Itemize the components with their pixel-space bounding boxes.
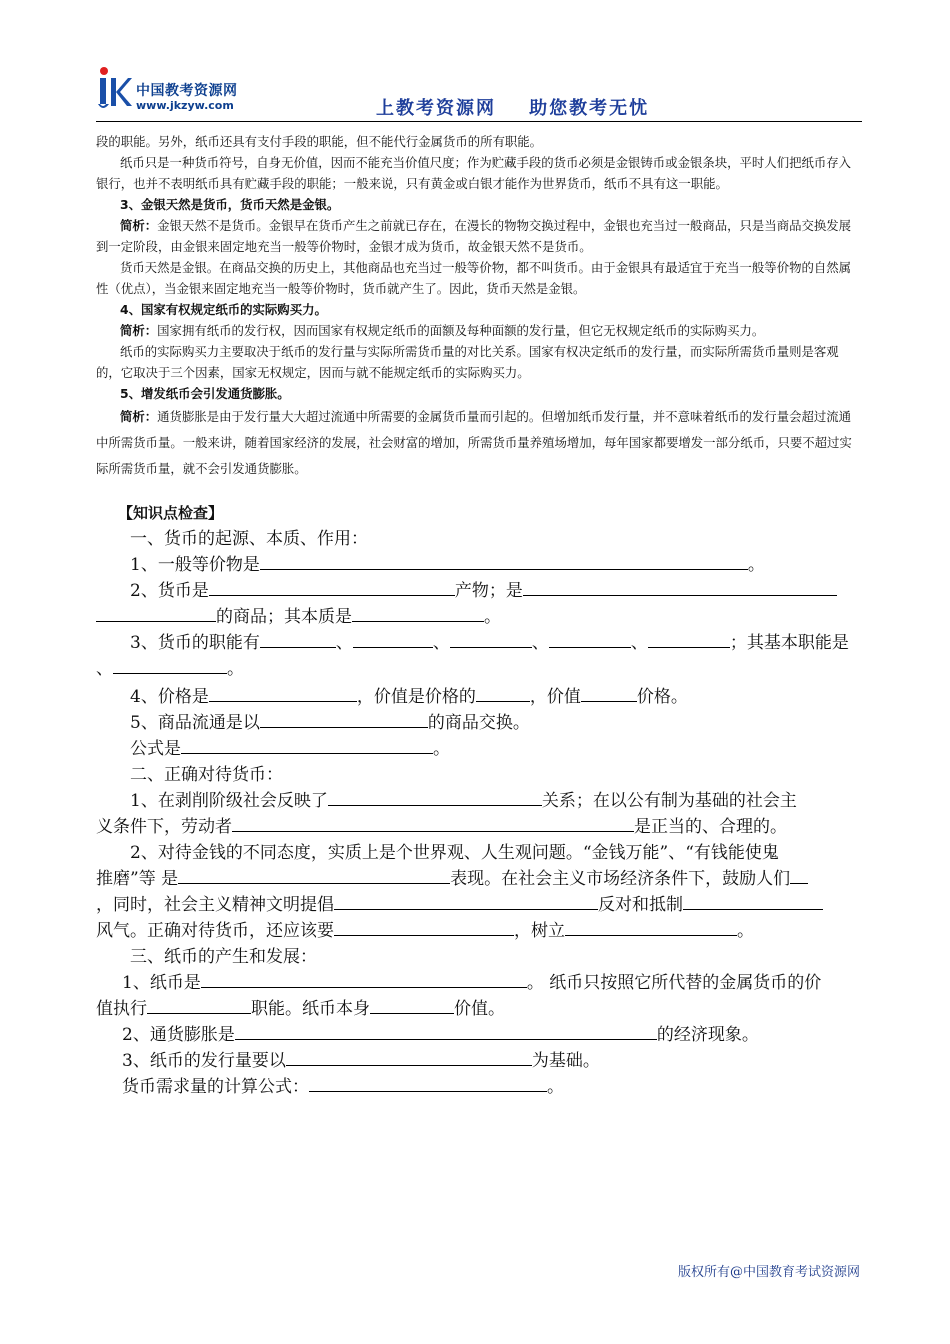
section-heading: 三、纸币的产生和发展： — [130, 947, 317, 967]
question-text: 价格。 — [636, 687, 688, 707]
answer-blank[interactable] — [209, 685, 357, 702]
answer-blank[interactable] — [648, 631, 730, 648]
answer-blank[interactable] — [147, 997, 251, 1014]
question-text: 4、价格是 — [130, 687, 209, 707]
label: 简析： — [120, 218, 158, 233]
question-text: 。 — [747, 555, 765, 575]
heading-4: 4、国家有权规定纸币的实际购买力。 — [120, 302, 327, 317]
knowledge-check — [96, 500, 862, 1120]
question-text: 风气。正确对待货币，还应该要 — [96, 921, 334, 941]
paragraph-text: 国家拥有纸币的发行权，因而国家有权规定纸币的面额及每种面额的发行量，但它无权规定纸币的实际购买力。 — [157, 323, 765, 338]
question-text: 2、货币是 — [130, 581, 209, 601]
answer-blank[interactable] — [235, 1023, 657, 1040]
answer-blank[interactable] — [260, 711, 428, 728]
question-text: ，同时，社会主义精神文明提倡 — [96, 895, 334, 915]
question-text: 。 — [547, 1077, 564, 1097]
answer-blank[interactable] — [370, 997, 454, 1014]
question-text: 、 — [96, 659, 113, 679]
answer-blank[interactable] — [260, 553, 748, 570]
question-text: 5、商品流通是以 — [130, 713, 260, 733]
question-text: 、 — [432, 633, 450, 653]
answer-blank[interactable] — [565, 919, 737, 936]
jk-logo-icon — [96, 66, 132, 112]
answer-blank[interactable] — [309, 1075, 547, 1092]
question-text: 2、对待金钱的不同态度，实质上是个世界观、人生观问题。“金钱万能”、“有钱能使鬼 — [130, 843, 779, 863]
question-text: 的经济现象。 — [656, 1025, 759, 1045]
answer-blank[interactable] — [181, 737, 433, 754]
label: 简析： — [120, 323, 158, 338]
question-text: 2、通货膨胀是 — [122, 1025, 235, 1045]
question-text: 3、货币的职能有 — [130, 633, 260, 653]
answer-blank[interactable] — [201, 971, 527, 988]
section-title: 【知识点检查】 — [118, 504, 224, 522]
answer-blank[interactable] — [286, 1049, 532, 1066]
question-text: 。 — [227, 659, 244, 679]
question-text: 值执行 — [96, 999, 147, 1019]
heading-5: 5、增发纸币会引发通货膨胀。 — [120, 386, 290, 401]
question-text: 。 — [484, 607, 501, 627]
answer-blank[interactable] — [334, 919, 514, 936]
question-text: 为基础。 — [531, 1051, 600, 1071]
paragraph-text: 通货膨胀是由于发行量大大超过流通中所需要的金属货币量而引起的。但增加纸币发行量，并不意味着纸币的发行量会超过流通中所需货币量。一般来讲，随着国家经济的发展，社会财富的增加，所需货币量养殖场增加，每年国家都要增发一部分纸币，只要不超过实际所需货币量，就不会引发通货膨胀。 — [96, 409, 852, 476]
question-text: 关系；在以公有制为基础的社会主 — [541, 791, 797, 811]
section-heading: 二、正确对待货币： — [130, 765, 283, 785]
answer-blank[interactable] — [260, 631, 336, 648]
answer-blank[interactable] — [334, 893, 598, 910]
question-text: 货币需求量的计算公式： — [122, 1077, 309, 1097]
question-text: 职能。纸币本身 — [251, 999, 370, 1019]
question-text: 。 — [737, 921, 754, 941]
answer-blank[interactable] — [790, 867, 808, 884]
question-text: 价值。 — [454, 999, 505, 1019]
question-text: 、 — [531, 633, 549, 653]
question-text: 推磨”等 是 — [96, 869, 179, 889]
question-text: 3、纸币的发行量要以 — [122, 1051, 286, 1071]
question-text: ，价值是价格的 — [356, 687, 476, 707]
question-text: ，价值 — [529, 687, 581, 707]
question-text: 。 纸币只按照它所代替的金属货币的价 — [526, 973, 822, 993]
paragraph: 段的职能。另外，纸币还具有支付手段的职能，但不能代行金属货币的所有职能。 — [96, 134, 543, 149]
question-text: 义条件下，劳动者 — [96, 817, 232, 837]
paragraph — [96, 320, 862, 341]
answer-blank[interactable] — [353, 631, 433, 648]
paragraph: 货币天然是金银。在商品交换的历史上，其他商品也充当过一般等价物，都不叫货币。由于金银具有最适宜于充当一般等价物的自然属性（优点），当金银来固定地充当一般等价物时，货币就产生了。因此，货币天然是金银。 — [96, 260, 852, 296]
page-header — [96, 62, 862, 122]
header-divider — [96, 121, 862, 122]
question-text: ，树立 — [514, 921, 565, 941]
answer-blank[interactable] — [209, 579, 455, 596]
question-text: 反对和抵制 — [598, 895, 683, 915]
question-text: 1、在剥削阶级社会反映了 — [130, 791, 328, 811]
answer-blank[interactable] — [178, 867, 450, 884]
question-text: 1、纸币是 — [122, 973, 201, 993]
section-heading: 一、货币的起源、本质、作用： — [130, 529, 368, 549]
answer-blank[interactable] — [450, 631, 532, 648]
footer-copyright: 版权所有@中国教育考试资源网 — [677, 1265, 860, 1280]
answer-blank[interactable] — [96, 605, 216, 622]
answer-blank[interactable] — [476, 685, 530, 702]
logo-title: 中国教考资源网 — [136, 83, 238, 99]
question-text: 表现。在社会主义市场经济条件下，鼓励人们 — [450, 869, 791, 889]
paragraph — [96, 404, 862, 482]
answer-blank[interactable] — [113, 657, 227, 674]
question-text: 公式是 — [130, 739, 181, 759]
answer-blank[interactable] — [523, 579, 837, 596]
heading-3: 3、金银天然是货币，货币天然是金银。 — [120, 197, 340, 212]
question-text: 的商品；其本质是 — [216, 607, 352, 627]
answer-blank[interactable] — [581, 685, 637, 702]
answer-blank[interactable] — [549, 631, 631, 648]
analysis-section — [96, 131, 862, 482]
header-slogan: 上教考资源网 助您教考无忧 — [376, 98, 650, 119]
answer-blank[interactable] — [683, 893, 823, 910]
question-text: 产物；是 — [454, 581, 523, 601]
question-text: 。 — [433, 739, 450, 759]
label: 简析： — [120, 409, 158, 424]
logo-url[interactable]: www.jkzyw.com — [136, 99, 234, 112]
question-text: 、 — [630, 633, 648, 653]
answer-blank[interactable] — [232, 815, 634, 832]
question-text: 1、一般等价物是 — [130, 555, 260, 575]
question-text: 的商品交换。 — [427, 713, 530, 733]
site-logo[interactable] — [96, 66, 246, 112]
paragraph: 纸币只是一种货币符号，自身无价值，因而不能充当价值尺度；作为贮藏手段的货币必须是金银铸币或金银条块，平时人们把纸币存入银行，也并不表明纸币具有贮藏手段的职能；一般来说，只有黄金或白银才能作为世界货币，纸币不具有这一职能。 — [96, 155, 852, 191]
question-text: 是正当的、合理的。 — [634, 817, 787, 837]
paragraph — [96, 215, 862, 257]
question-text: 、 — [335, 633, 353, 653]
paragraph: 纸币的实际购买力主要取决于纸币的发行量与实际所需货币量的对比关系。国家有权决定纸币的发行量，而实际所需货币量则是客观的，它取决于三个因素，国家无权规定，因而与就不能规定纸币的实际购买力。 — [96, 344, 839, 380]
question-text: ；其基本职能是 — [729, 633, 849, 653]
paragraph-text: 金银天然不是货币。金银早在货币产生之前就已存在，在漫长的物物交换过程中，金银也充当过一般商品，只是当商品交换发展到一定阶段，由金银来固定地充当一般等价物时，金银才成为货币，故金银天然不是货币。 — [96, 218, 852, 254]
answer-blank[interactable] — [328, 789, 542, 806]
answer-blank[interactable] — [352, 605, 484, 622]
